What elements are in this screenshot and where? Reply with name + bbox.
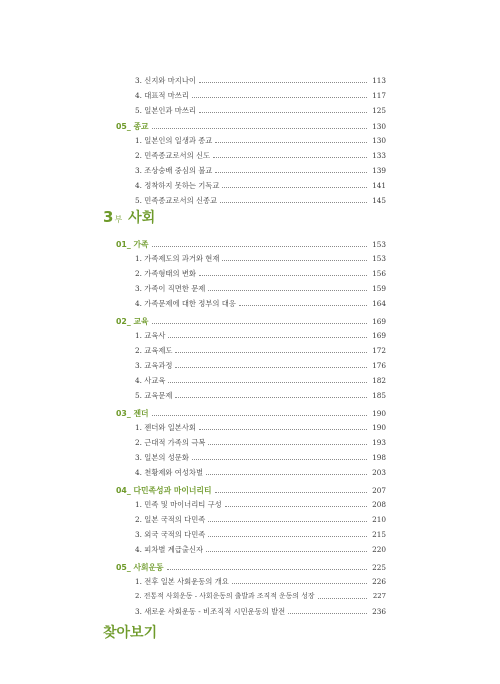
- section-title: 04_ 다민족성과 마이너리티: [116, 486, 212, 495]
- toc-item[interactable]: [135, 326, 386, 340]
- toc-item-label: 4. 대표적 마쓰리: [135, 91, 189, 100]
- toc-item-page: 153: [372, 254, 386, 263]
- toc-item-page: 125: [372, 106, 386, 115]
- section-page: 169: [372, 317, 386, 326]
- toc-item-label: 1. 젠더와 일본사회: [135, 423, 196, 432]
- toc-item[interactable]: [135, 540, 386, 554]
- toc-item-page: 193: [372, 438, 386, 447]
- toc-item-label: 2. 전통적 사회운동 - 사회운동의 출발과 조직적 운동의 성장: [135, 592, 315, 600]
- dot-leader: [206, 551, 367, 552]
- toc-item-page: 210: [372, 515, 386, 524]
- toc-item-page: 190: [372, 423, 386, 432]
- dot-leader: [215, 492, 368, 493]
- dot-leader: [232, 583, 367, 584]
- dot-leader: [168, 382, 367, 383]
- dot-leader: [213, 157, 367, 158]
- dot-leader: [152, 246, 367, 247]
- toc-item[interactable]: [135, 448, 386, 462]
- dot-leader: [222, 187, 367, 188]
- toc-item-label: 4. 천황제와 여성차별: [135, 468, 203, 477]
- dot-leader: [192, 97, 367, 98]
- toc-section-family[interactable]: [116, 235, 386, 249]
- toc-item-label: 1. 전후 일본 사회운동의 개요: [135, 577, 229, 586]
- toc-item[interactable]: [135, 341, 386, 355]
- toc-item-page: 236: [372, 607, 386, 616]
- dot-leader: [206, 474, 367, 475]
- toc-item[interactable]: [135, 86, 386, 100]
- toc-item[interactable]: [135, 249, 386, 263]
- dot-leader: [208, 536, 367, 537]
- toc-section-minority[interactable]: [116, 481, 386, 495]
- toc-item-label: 4. 사교육: [135, 376, 166, 385]
- section-title: 05_ 사회운동: [116, 563, 164, 572]
- toc-item[interactable]: [135, 510, 386, 524]
- toc-item-label: 1. 교육사: [135, 331, 166, 340]
- toc-item[interactable]: [135, 294, 386, 308]
- toc-item[interactable]: [135, 463, 386, 477]
- dot-leader: [215, 142, 367, 143]
- dot-leader: [239, 305, 367, 306]
- toc-item-label: 4. 정착하지 못하는 기독교: [135, 181, 220, 190]
- toc-item[interactable]: [135, 418, 386, 432]
- toc-item-page: 215: [372, 530, 386, 539]
- toc-item[interactable]: [135, 386, 386, 400]
- toc-item[interactable]: [135, 433, 386, 447]
- section-page: 225: [372, 563, 386, 572]
- dot-leader: [215, 172, 367, 173]
- toc-item-page: 130: [372, 136, 386, 145]
- dot-leader: [199, 429, 367, 430]
- toc-item-label: 2. 민족종교로서의 신도: [135, 151, 211, 160]
- section-title: 05_ 종교: [116, 122, 149, 131]
- dot-leader: [152, 323, 367, 324]
- dot-leader: [318, 598, 367, 599]
- dot-leader: [220, 202, 367, 203]
- toc-item-page: 159: [372, 284, 386, 293]
- toc-item-label: 2. 교육제도: [135, 346, 173, 355]
- toc-item-page: 208: [372, 500, 386, 509]
- toc-item-label: 5. 교육문제: [135, 391, 173, 400]
- section-title: 02_ 교육: [116, 317, 149, 326]
- dot-leader: [199, 82, 367, 83]
- part-title: [103, 207, 155, 227]
- dot-leader: [168, 337, 367, 338]
- toc-item[interactable]: [135, 161, 386, 175]
- index-title[interactable]: 찾아보기: [103, 625, 158, 641]
- toc-item-label: 4. 피차별 계급출신자: [135, 545, 203, 554]
- toc-section-religion[interactable]: [116, 117, 386, 131]
- toc-item-label: 3. 조상숭배 중심의 불교: [135, 166, 213, 175]
- toc-item-page: 113: [372, 76, 386, 85]
- section-title: 01_ 가족: [116, 240, 149, 249]
- toc-item-label: 5. 일본인과 마쓰리: [135, 106, 196, 115]
- toc-item[interactable]: [135, 525, 386, 539]
- dot-leader: [208, 290, 367, 291]
- toc-item[interactable]: [135, 176, 386, 190]
- dot-leader: [208, 444, 367, 445]
- toc-item-page: 133: [372, 151, 386, 160]
- toc-section-education[interactable]: [116, 312, 386, 326]
- toc-item-label: 3. 새로운 사회운동 - 비조직적 시민운동의 발전: [135, 607, 286, 616]
- toc-item[interactable]: [135, 101, 386, 115]
- toc-item-page: 145: [372, 196, 386, 205]
- section-page: 190: [372, 409, 386, 418]
- dot-leader: [152, 415, 367, 416]
- dot-leader: [199, 112, 367, 113]
- toc-item-page: 198: [372, 453, 386, 462]
- section-page: 130: [372, 122, 386, 131]
- toc-item-label: 2. 근대적 가족의 극복: [135, 438, 206, 447]
- dot-leader: [175, 352, 367, 353]
- toc-item-page: 139: [372, 166, 386, 175]
- toc-item[interactable]: [135, 146, 386, 160]
- part-number: 3: [103, 208, 114, 226]
- dot-leader: [225, 506, 367, 507]
- toc-item-label: 1. 일본인의 일생과 종교: [135, 136, 213, 145]
- toc-item[interactable]: [135, 371, 386, 385]
- section-title: 03_ 젠더: [116, 409, 149, 418]
- toc-item-page: 182: [372, 376, 386, 385]
- toc-item-page: 164: [372, 299, 386, 308]
- toc-item-page: 203: [372, 468, 386, 477]
- toc-item[interactable]: [135, 279, 386, 293]
- toc-item[interactable]: [135, 572, 386, 586]
- dot-leader: [175, 397, 367, 398]
- toc-item[interactable]: [135, 191, 386, 205]
- toc-item-page: 156: [372, 269, 386, 278]
- dot-leader: [208, 521, 367, 522]
- toc-item-page: 141: [372, 181, 386, 190]
- toc-item-label: 4. 가족문제에 대한 정부의 대응: [135, 299, 236, 308]
- toc-item-page: 117: [372, 91, 386, 100]
- toc-item-label: 3. 외국 국적의 다민족: [135, 530, 206, 539]
- dot-leader: [222, 260, 367, 261]
- toc-item-label: 5. 민족종교로서의 신종교: [135, 196, 218, 205]
- toc-item-page: 220: [372, 545, 386, 554]
- dot-leader: [152, 128, 367, 129]
- toc-item-label: 1. 가족제도의 과거와 현재: [135, 254, 220, 263]
- part-name: 사회: [128, 210, 156, 226]
- toc-item[interactable]: [135, 495, 386, 509]
- toc-item-page: 185: [372, 391, 386, 400]
- toc-item[interactable]: [135, 587, 386, 601]
- toc-item-page: 172: [372, 346, 386, 355]
- section-page: 207: [372, 486, 386, 495]
- toc-item[interactable]: [135, 356, 386, 370]
- toc-item-page: 176: [372, 361, 386, 370]
- section-page: 153: [372, 240, 386, 249]
- toc-item-label: 3. 가족이 직면한 문제: [135, 284, 206, 293]
- dot-leader: [192, 459, 367, 460]
- toc-item-label: 3. 일본의 성문화: [135, 453, 189, 462]
- toc-item-label: 2. 가족형태의 변화: [135, 269, 196, 278]
- toc-section-social-movement[interactable]: [116, 558, 386, 572]
- dot-leader: [167, 569, 367, 570]
- toc-item-page: 169: [372, 331, 386, 340]
- toc-item-page: 226: [372, 577, 386, 586]
- toc-item-page: 227: [372, 592, 386, 600]
- dot-leader: [199, 275, 367, 276]
- toc-item-label: 3. 신지와 마지나이: [135, 76, 196, 85]
- part-suffix: 부: [114, 215, 123, 224]
- dot-leader: [288, 613, 367, 614]
- toc-item[interactable]: [135, 602, 386, 616]
- toc-item-label: 2. 일본 국적의 다민족: [135, 515, 206, 524]
- toc-item[interactable]: [135, 71, 386, 85]
- toc-item[interactable]: [135, 264, 386, 278]
- toc-item-label: 3. 교육과정: [135, 361, 173, 370]
- toc-item[interactable]: [135, 131, 386, 145]
- toc-section-gender[interactable]: [116, 404, 386, 418]
- toc-item-label: 1. 민족 및 마이너리티 구성: [135, 500, 222, 509]
- dot-leader: [175, 367, 367, 368]
